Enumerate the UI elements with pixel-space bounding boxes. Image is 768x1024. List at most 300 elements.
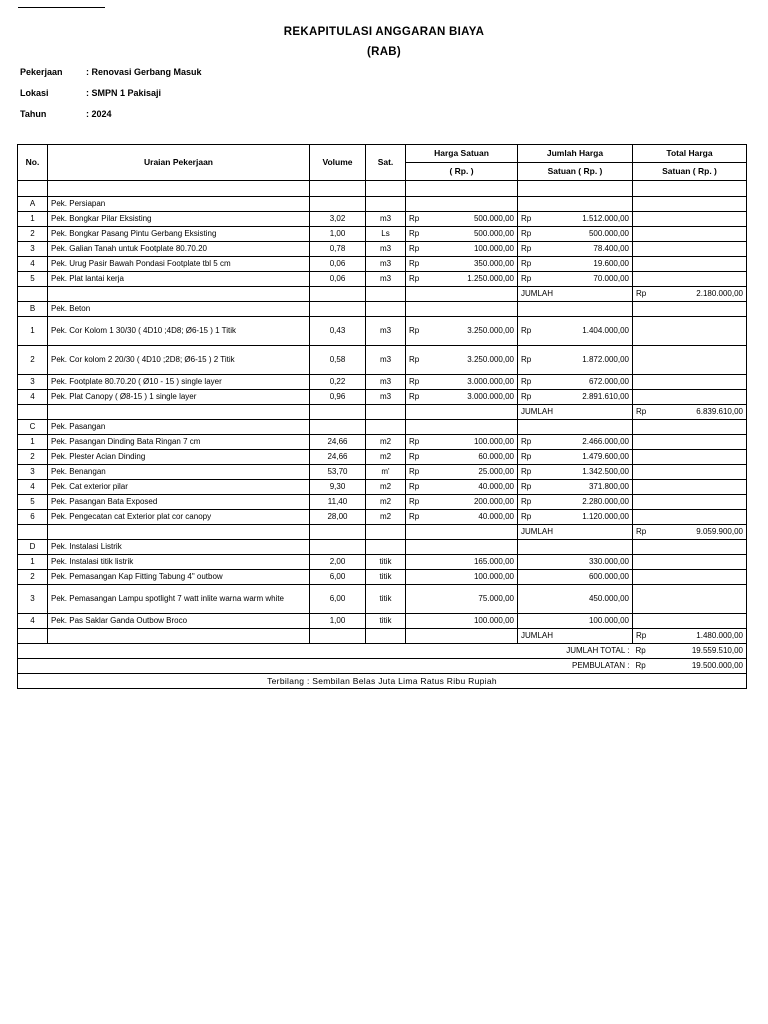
item-volume: 1,00 xyxy=(310,227,366,242)
empty-cell xyxy=(633,555,747,570)
currency-label: Rp xyxy=(521,496,532,506)
item-jumlah-harga xyxy=(518,272,633,287)
harga-value: 200.000,00 xyxy=(473,496,514,506)
jumlah-value: 1.342.500,00 xyxy=(582,466,629,476)
jumlah-value: 2.891.610,00 xyxy=(582,391,629,401)
item-row xyxy=(18,510,747,525)
header-no: No. xyxy=(18,145,48,181)
item-uraian: Pek. Pasangan Bata Exposed xyxy=(48,495,310,510)
document-title: REKAPITULASI ANGGARAN BIAYA xyxy=(283,26,485,38)
harga-value: 100.000,00 xyxy=(473,615,514,625)
item-harga-satuan xyxy=(406,450,518,465)
item-jumlah-harga xyxy=(518,375,633,390)
item-volume: 24,66 xyxy=(310,450,366,465)
section-jumlah-row xyxy=(18,525,747,540)
item-sat: titik xyxy=(366,614,406,629)
section-code: C xyxy=(18,420,48,435)
currency-label: Rp xyxy=(521,391,532,401)
currency-label: Rp xyxy=(636,288,647,298)
item-harga-satuan xyxy=(406,435,518,450)
currency-label: Rp xyxy=(521,436,532,446)
meta-value: : 2024 xyxy=(86,109,112,119)
item-uraian: Pek. Cat exterior pilar xyxy=(48,480,310,495)
section-total xyxy=(633,405,747,420)
section-total xyxy=(633,629,747,644)
harga-value: 3.250.000,00 xyxy=(467,354,514,364)
item-no: 1 xyxy=(18,212,48,227)
header-total-harga: Total Harga xyxy=(633,145,747,163)
currency-label: Rp xyxy=(636,406,647,416)
currency-label: Rp xyxy=(521,325,532,335)
item-uraian: Pek. Plester Acian Dinding xyxy=(48,450,310,465)
jumlah-value: 600.000,00 xyxy=(588,571,629,581)
section-total-value: 9.059.900,00 xyxy=(696,526,743,536)
jumlah-label: JUMLAH xyxy=(518,287,633,302)
jumlah-value: 2.280.000,00 xyxy=(582,496,629,506)
empty-cell xyxy=(366,197,406,212)
jumlah-total-label: JUMLAH TOTAL : xyxy=(18,644,633,659)
item-harga-satuan xyxy=(406,257,518,272)
meta-tahun xyxy=(20,109,112,119)
empty-cell xyxy=(518,420,633,435)
harga-value: 25.000,00 xyxy=(478,466,514,476)
empty-cell xyxy=(366,405,406,420)
empty-cell xyxy=(18,287,48,302)
currency-label: Rp xyxy=(521,228,532,238)
empty-cell xyxy=(518,540,633,555)
section-code: D xyxy=(18,540,48,555)
currency-label: Rp xyxy=(521,258,532,268)
item-volume: 2,00 xyxy=(310,555,366,570)
jumlah-value: 78.400,00 xyxy=(593,243,629,253)
item-volume: 0,06 xyxy=(310,272,366,287)
currency-label: Rp xyxy=(409,354,420,364)
harga-value: 3.000.000,00 xyxy=(467,376,514,386)
item-harga-satuan xyxy=(406,570,518,585)
item-volume: 1,00 xyxy=(310,614,366,629)
item-row xyxy=(18,495,747,510)
item-volume: 0,43 xyxy=(310,317,366,346)
empty-cell xyxy=(406,197,518,212)
item-no: 2 xyxy=(18,346,48,375)
jumlah-total-cell xyxy=(633,644,747,659)
item-uraian: Pek. Pengecatan cat Exterior plat cor canopy xyxy=(48,510,310,525)
section-total xyxy=(633,287,747,302)
currency-label: Rp xyxy=(635,645,646,655)
item-harga-satuan xyxy=(406,555,518,570)
section-total-value: 2.180.000,00 xyxy=(696,288,743,298)
item-sat: m2 xyxy=(366,510,406,525)
item-sat: m' xyxy=(366,465,406,480)
empty-cell xyxy=(18,405,48,420)
currency-label: Rp xyxy=(409,273,420,283)
item-no: 6 xyxy=(18,510,48,525)
item-sat: m2 xyxy=(366,495,406,510)
jumlah-value: 70.000,00 xyxy=(593,273,629,283)
item-no: 2 xyxy=(18,570,48,585)
section-row xyxy=(18,302,747,317)
summary-total-row xyxy=(18,644,747,659)
item-no: 2 xyxy=(18,227,48,242)
item-volume: 0,96 xyxy=(310,390,366,405)
empty-cell xyxy=(406,420,518,435)
item-volume: 6,00 xyxy=(310,570,366,585)
item-jumlah-harga xyxy=(518,480,633,495)
section-total-value: 6.839.610,00 xyxy=(696,406,743,416)
item-sat: m2 xyxy=(366,480,406,495)
item-row xyxy=(18,570,747,585)
section-name: Pek. Instalasi Listrik xyxy=(48,540,310,555)
empty-cell xyxy=(366,629,406,644)
item-harga-satuan xyxy=(406,465,518,480)
empty-cell xyxy=(633,390,747,405)
jumlah-value: 1.512.000,00 xyxy=(582,213,629,223)
currency-label: Rp xyxy=(409,228,420,238)
item-volume: 24,66 xyxy=(310,435,366,450)
item-no: 4 xyxy=(18,257,48,272)
item-uraian: Pek. Pas Saklar Ganda Outbow Broco xyxy=(48,614,310,629)
empty-cell xyxy=(48,629,310,644)
empty-cell xyxy=(518,302,633,317)
empty-cell xyxy=(518,197,633,212)
meta-label: Tahun xyxy=(20,109,47,119)
jumlah-label: JUMLAH xyxy=(518,525,633,540)
item-jumlah-harga xyxy=(518,614,633,629)
currency-label: Rp xyxy=(409,466,420,476)
item-no: 3 xyxy=(18,465,48,480)
item-harga-satuan xyxy=(406,346,518,375)
item-jumlah-harga xyxy=(518,555,633,570)
item-sat: m3 xyxy=(366,272,406,287)
item-no: 5 xyxy=(18,272,48,287)
jumlah-value: 100.000,00 xyxy=(588,615,629,625)
empty-cell xyxy=(310,197,366,212)
item-uraian: Pek. Urug Pasir Bawah Pondasi Footplate tbl 5 cm xyxy=(48,257,310,272)
item-harga-satuan xyxy=(406,495,518,510)
item-no: 5 xyxy=(18,495,48,510)
empty-cell xyxy=(310,287,366,302)
item-sat: m3 xyxy=(366,346,406,375)
item-sat: titik xyxy=(366,585,406,614)
item-row xyxy=(18,317,747,346)
empty-cell xyxy=(633,227,747,242)
empty-cell xyxy=(518,181,633,197)
item-no: 4 xyxy=(18,390,48,405)
section-row xyxy=(18,540,747,555)
empty-cell xyxy=(633,317,747,346)
harga-value: 100.000,00 xyxy=(473,436,514,446)
item-uraian: Pek. Pemasangan Lampu spotlight 7 watt inlite warna warm white xyxy=(48,585,310,614)
empty-cell xyxy=(48,405,310,420)
item-row xyxy=(18,272,747,287)
jumlah-value: 1.479.600,00 xyxy=(582,451,629,461)
pembulatan-cell xyxy=(633,659,747,674)
empty-cell xyxy=(633,510,747,525)
currency-label: Rp xyxy=(521,481,532,491)
empty-cell xyxy=(633,495,747,510)
currency-label: Rp xyxy=(409,451,420,461)
item-uraian: Pek. Pasangan Dinding Bata Ringan 7 cm xyxy=(48,435,310,450)
section-total xyxy=(633,525,747,540)
harga-value: 500.000,00 xyxy=(473,213,514,223)
empty-cell xyxy=(633,302,747,317)
meta-label: Lokasi xyxy=(20,88,49,98)
item-row xyxy=(18,614,747,629)
jumlah-label: JUMLAH xyxy=(518,405,633,420)
harga-value: 100.000,00 xyxy=(473,243,514,253)
empty-cell xyxy=(406,629,518,644)
harga-value: 40.000,00 xyxy=(478,481,514,491)
currency-label: Rp xyxy=(521,213,532,223)
item-row xyxy=(18,242,747,257)
currency-label: Rp xyxy=(409,258,420,268)
item-sat: titik xyxy=(366,555,406,570)
currency-label: Rp xyxy=(409,436,420,446)
terbilang-text: Terbilang : Sembilan Belas Juta Lima Ratus Ribu Rupiah xyxy=(18,674,747,689)
pembulatan-value: 19.500.000,00 xyxy=(691,660,743,670)
harga-value: 60.000,00 xyxy=(478,451,514,461)
jumlah-value: 1.404.000,00 xyxy=(582,325,629,335)
item-jumlah-harga xyxy=(518,212,633,227)
harga-value: 165.000,00 xyxy=(473,556,514,566)
item-volume: 0,78 xyxy=(310,242,366,257)
meta-pekerjaan xyxy=(20,67,202,77)
item-no: 3 xyxy=(18,242,48,257)
empty-cell xyxy=(633,197,747,212)
empty-cell xyxy=(633,420,747,435)
item-harga-satuan xyxy=(406,242,518,257)
item-jumlah-harga xyxy=(518,390,633,405)
item-jumlah-harga xyxy=(518,227,633,242)
section-code: A xyxy=(18,197,48,212)
item-no: 1 xyxy=(18,435,48,450)
summary-pembulatan-row xyxy=(18,659,747,674)
empty-cell xyxy=(633,585,747,614)
item-jumlah-harga xyxy=(518,495,633,510)
meta-label: Pekerjaan xyxy=(20,67,63,77)
header-harga-satuan: Harga Satuan xyxy=(406,145,518,163)
item-volume: 3,02 xyxy=(310,212,366,227)
section-jumlah-row xyxy=(18,629,747,644)
jumlah-value: 672.000,00 xyxy=(588,376,629,386)
item-no: 1 xyxy=(18,555,48,570)
item-uraian: Pek. Instalasi titik listrik xyxy=(48,555,310,570)
item-row xyxy=(18,227,747,242)
item-row xyxy=(18,450,747,465)
currency-label: Rp xyxy=(636,630,647,640)
empty-cell xyxy=(633,450,747,465)
header-harga-satuan-unit: ( Rp. ) xyxy=(406,163,518,181)
section-name: Pek. Pasangan xyxy=(48,420,310,435)
currency-label: Rp xyxy=(521,243,532,253)
empty-cell xyxy=(310,525,366,540)
jumlah-label: JUMLAH xyxy=(518,629,633,644)
item-harga-satuan xyxy=(406,272,518,287)
empty-cell xyxy=(406,287,518,302)
document-subtitle: (RAB) xyxy=(366,46,402,58)
section-code: B xyxy=(18,302,48,317)
empty-cell xyxy=(633,181,747,197)
item-no: 4 xyxy=(18,480,48,495)
item-uraian: Pek. Bongkar Pilar Eksisting xyxy=(48,212,310,227)
empty-cell xyxy=(310,540,366,555)
item-row xyxy=(18,465,747,480)
empty-cell xyxy=(633,480,747,495)
item-no: 3 xyxy=(18,585,48,614)
jumlah-value: 19.600,00 xyxy=(593,258,629,268)
item-uraian: Pek. Footplate 80.70.20 ( Ø10 - 15 ) single layer xyxy=(48,375,310,390)
currency-label: Rp xyxy=(409,496,420,506)
empty-cell xyxy=(366,420,406,435)
jumlah-value: 330.000,00 xyxy=(588,556,629,566)
jumlah-value: 1.120.000,00 xyxy=(582,511,629,521)
spacer-row xyxy=(18,181,747,197)
section-jumlah-row xyxy=(18,287,747,302)
currency-label: Rp xyxy=(635,660,646,670)
header-jumlah-harga: Jumlah Harga xyxy=(518,145,633,163)
item-row xyxy=(18,435,747,450)
item-sat: m2 xyxy=(366,450,406,465)
empty-cell xyxy=(48,181,310,197)
empty-cell xyxy=(48,287,310,302)
top-rule xyxy=(18,7,105,8)
currency-label: Rp xyxy=(521,451,532,461)
item-row xyxy=(18,212,747,227)
item-jumlah-harga xyxy=(518,570,633,585)
item-no: 2 xyxy=(18,450,48,465)
item-sat: m2 xyxy=(366,435,406,450)
item-uraian: Pek. Plat lantai kerja xyxy=(48,272,310,287)
empty-cell xyxy=(18,525,48,540)
item-uraian: Pek. Galian Tanah untuk Footplate 80.70.20 xyxy=(48,242,310,257)
item-row xyxy=(18,257,747,272)
section-name: Pek. Persiapan xyxy=(48,197,310,212)
item-sat: m3 xyxy=(366,390,406,405)
item-volume: 6,00 xyxy=(310,585,366,614)
item-no: 4 xyxy=(18,614,48,629)
section-jumlah-row xyxy=(18,405,747,420)
jumlah-value: 500.000,00 xyxy=(588,228,629,238)
meta-value: : Renovasi Gerbang Masuk xyxy=(86,67,202,77)
jumlah-value: 450.000,00 xyxy=(588,593,629,603)
currency-label: Rp xyxy=(521,273,532,283)
currency-label: Rp xyxy=(521,354,532,364)
item-volume: 0,58 xyxy=(310,346,366,375)
jumlah-value: 1.872.000,00 xyxy=(582,354,629,364)
jumlah-value: 371.800,00 xyxy=(588,481,629,491)
header-volume: Volume xyxy=(310,145,366,181)
empty-cell xyxy=(310,302,366,317)
empty-cell xyxy=(310,420,366,435)
currency-label: Rp xyxy=(521,511,532,521)
empty-cell xyxy=(633,346,747,375)
empty-cell xyxy=(18,629,48,644)
section-row xyxy=(18,197,747,212)
item-sat: m3 xyxy=(366,257,406,272)
empty-cell xyxy=(406,405,518,420)
header-uraian: Uraian Pekerjaan xyxy=(48,145,310,181)
rab-body xyxy=(18,181,747,644)
empty-cell xyxy=(310,629,366,644)
empty-cell xyxy=(633,614,747,629)
item-uraian: Pek. Plat Canopy ( Ø8-15 ) 1 single layer xyxy=(48,390,310,405)
empty-cell xyxy=(633,212,747,227)
header-sat: Sat. xyxy=(366,145,406,181)
currency-label: Rp xyxy=(409,213,420,223)
item-row xyxy=(18,346,747,375)
section-total-value: 1.480.000,00 xyxy=(696,630,743,640)
empty-cell xyxy=(18,181,48,197)
item-uraian: Pek. Benangan xyxy=(48,465,310,480)
empty-cell xyxy=(633,272,747,287)
empty-cell xyxy=(366,302,406,317)
harga-value: 75.000,00 xyxy=(478,593,514,603)
harga-value: 1.250.000,00 xyxy=(467,273,514,283)
empty-cell xyxy=(633,242,747,257)
harga-value: 350.000,00 xyxy=(473,258,514,268)
item-harga-satuan xyxy=(406,227,518,242)
item-volume: 11,40 xyxy=(310,495,366,510)
item-volume: 28,00 xyxy=(310,510,366,525)
item-row xyxy=(18,375,747,390)
section-row xyxy=(18,420,747,435)
item-harga-satuan xyxy=(406,317,518,346)
empty-cell xyxy=(48,525,310,540)
currency-label: Rp xyxy=(409,376,420,386)
item-row xyxy=(18,585,747,614)
item-row xyxy=(18,390,747,405)
item-uraian: Pek. Cor Kolom 1 30/30 ( 4D10 ;4D8; Ø6-15 ) 1 Titik xyxy=(48,317,310,346)
item-jumlah-harga xyxy=(518,317,633,346)
empty-cell xyxy=(633,465,747,480)
meta-lokasi xyxy=(20,88,161,98)
empty-cell xyxy=(633,570,747,585)
section-name: Pek. Beton xyxy=(48,302,310,317)
harga-value: 100.000,00 xyxy=(473,571,514,581)
item-sat: m3 xyxy=(366,242,406,257)
item-uraian: Pek. Cor kolom 2 20/30 ( 4D10 ;2D8; Ø6-15 ) 2 Titik xyxy=(48,346,310,375)
meta-value: : SMPN 1 Pakisaji xyxy=(86,88,162,98)
item-jumlah-harga xyxy=(518,465,633,480)
empty-cell xyxy=(633,435,747,450)
empty-cell xyxy=(633,540,747,555)
item-volume: 0,22 xyxy=(310,375,366,390)
item-jumlah-harga xyxy=(518,257,633,272)
item-volume: 9,30 xyxy=(310,480,366,495)
item-row xyxy=(18,480,747,495)
currency-label: Rp xyxy=(409,325,420,335)
item-harga-satuan xyxy=(406,510,518,525)
empty-cell xyxy=(366,540,406,555)
currency-label: Rp xyxy=(409,243,420,253)
rab-table xyxy=(17,144,747,689)
item-row xyxy=(18,555,747,570)
item-harga-satuan xyxy=(406,585,518,614)
pembulatan-label: PEMBULATAN : xyxy=(18,659,633,674)
item-harga-satuan xyxy=(406,390,518,405)
currency-label: Rp xyxy=(521,466,532,476)
item-uraian: Pek. Bongkar Pasang Pintu Gerbang Eksisting xyxy=(48,227,310,242)
empty-cell xyxy=(633,375,747,390)
item-sat: Ls xyxy=(366,227,406,242)
harga-value: 40.000,00 xyxy=(478,511,514,521)
empty-cell xyxy=(406,302,518,317)
item-jumlah-harga xyxy=(518,450,633,465)
empty-cell xyxy=(310,181,366,197)
item-sat: m3 xyxy=(366,317,406,346)
jumlah-total-value: 19.559.510,00 xyxy=(691,645,743,655)
empty-cell xyxy=(366,525,406,540)
